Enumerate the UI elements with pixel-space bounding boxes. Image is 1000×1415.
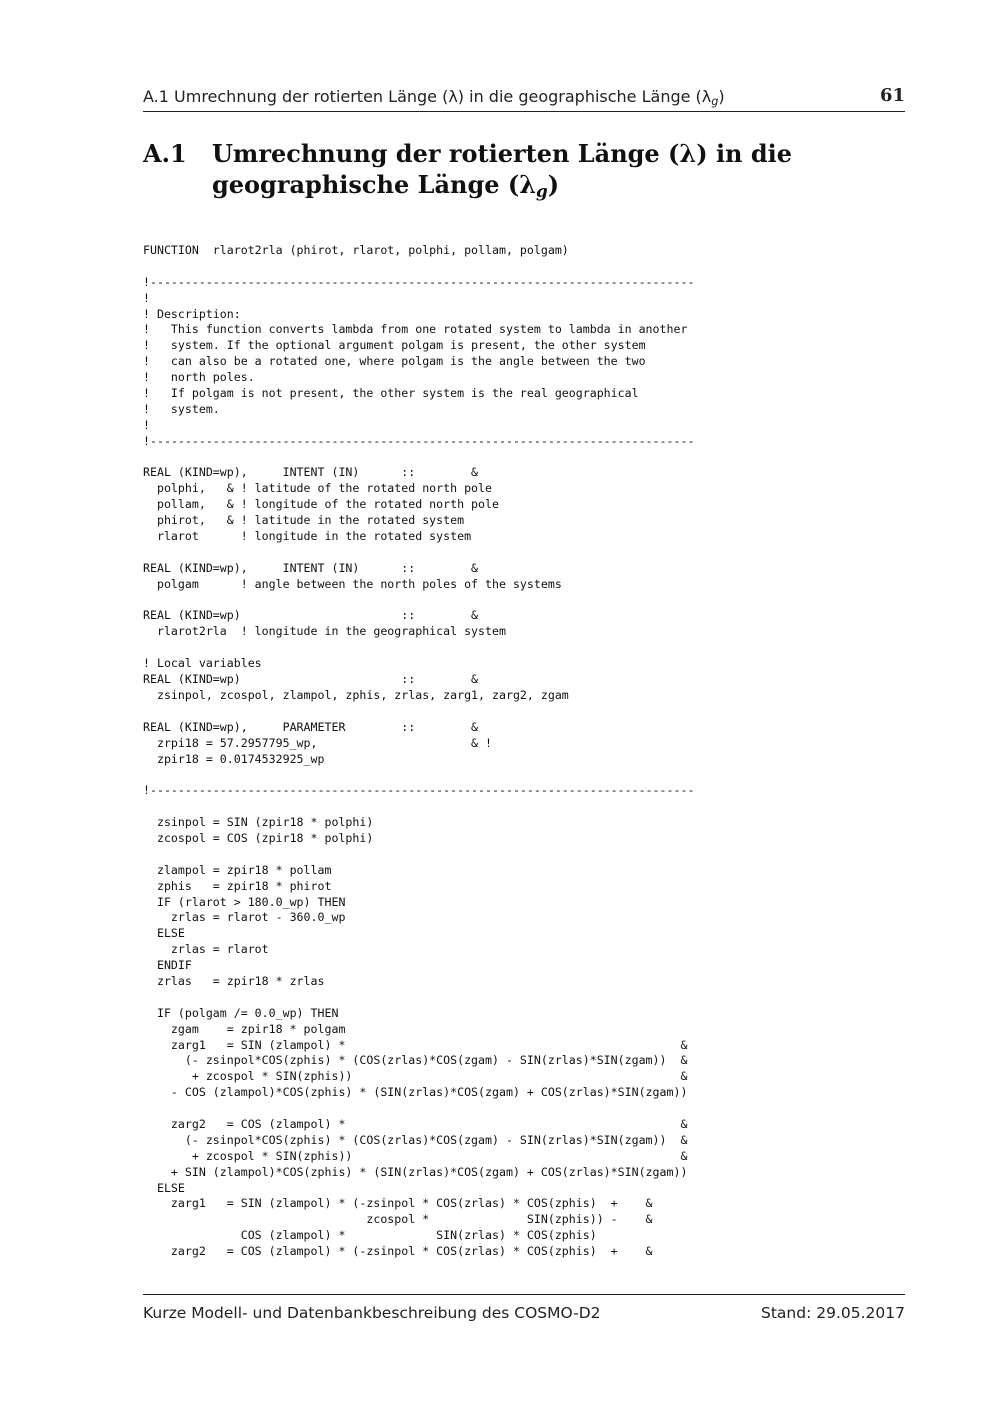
code-line: REAL (KIND=wp), INTENT (IN) :: & — [143, 465, 479, 480]
running-footer — [143, 1294, 905, 1322]
code-line: pollam, & ! longitude of the rotated north pole — [143, 497, 499, 512]
code-line: COS (zlampol) * SIN(zrlas) * COS(zphis) — [143, 1228, 597, 1243]
code-line — [143, 545, 694, 561]
code-line: ENDIF — [143, 958, 192, 973]
code-listing — [143, 243, 694, 1260]
code-line: phirot, & ! latitude in the rotated system — [143, 513, 465, 528]
footer-document-title: Kurze Modell- und Datenbankbeschreibung des COSMO-D2 — [143, 1304, 601, 1322]
code-line: zlampol = zpir18 * pollam — [143, 862, 332, 877]
code-line: + SIN (zlampol)*COS(zphis) * (SIN(zrlas)*COS(zgam) + COS(zrlas)*SIN(zgam)) — [143, 1164, 688, 1179]
code-line: FUNCTION rlarot2rla (phirot, rlarot, polphi, pollam, polgam) — [143, 243, 569, 257]
running-header — [143, 85, 905, 112]
code-line — [143, 259, 694, 275]
running-header-title — [143, 87, 725, 108]
code-line: zcospol = COS (zpir18 * polphi) — [143, 830, 374, 845]
code-line: ELSE — [143, 926, 185, 941]
code-line: ! Local variables — [143, 656, 262, 671]
code-line: zsinpol, zcospol, zlampol, zphis, zrlas, zarg1, zarg2, zgam — [143, 687, 569, 702]
code-line: !------------------------------------------------------------------------------ — [143, 274, 695, 289]
section-title-end: ) — [547, 170, 560, 199]
code-line: + zcospol * SIN(zphis)) & — [143, 1069, 688, 1084]
code-line: zcospol * SIN(zphis)) - & — [143, 1212, 653, 1227]
section-title-text: Umrechnung der rotierten Länge (λ) in die geographische Länge (λ — [212, 139, 793, 199]
running-header-subscript: g — [711, 94, 719, 108]
code-line: zarg2 = COS (zlampol) * (-zsinpol * COS(zrlas) * COS(zphis) + & — [143, 1244, 653, 1259]
section-title — [212, 138, 907, 207]
code-line: !------------------------------------------------------------------------------ — [143, 783, 695, 798]
code-line: ! — [143, 290, 150, 305]
code-line: ! This function converts lambda from one rotated system to lambda in another — [143, 322, 688, 337]
code-line — [143, 450, 694, 466]
code-line: ELSE — [143, 1180, 185, 1195]
code-line: zsinpol = SIN (zpir18 * polphi) — [143, 815, 374, 830]
code-line — [143, 847, 694, 863]
code-line: zrlas = zpir18 * zrlas — [143, 973, 325, 988]
code-line: ! system. — [143, 401, 220, 416]
code-line: - COS (zlampol)*COS(zphis) * (SIN(zrlas)*COS(zgam) + COS(zrlas)*SIN(zgam)) — [143, 1085, 688, 1100]
code-line: zarg1 = SIN (zlampol) * & — [143, 1037, 688, 1052]
code-line: ! — [143, 417, 150, 432]
code-line: ! If polgam is not present, the other system is the real geographical — [143, 386, 639, 401]
code-line: rlarot ! longitude in the rotated system — [143, 529, 472, 544]
code-line — [143, 704, 694, 720]
code-line — [143, 767, 694, 783]
code-line: ! can also be a rotated one, where polgam is the angle between the two — [143, 354, 646, 369]
code-line — [143, 1101, 694, 1117]
code-line — [143, 799, 694, 815]
code-line: ! Description: — [143, 306, 241, 321]
code-line: IF (rlarot > 180.0_wp) THEN — [143, 894, 346, 909]
code-line: REAL (KIND=wp), PARAMETER :: & — [143, 719, 479, 734]
code-line: IF (polgam /= 0.0_wp) THEN — [143, 1005, 339, 1020]
code-line: ! north poles. — [143, 370, 255, 385]
code-line: zphis = zpir18 * phirot — [143, 878, 332, 893]
code-line: REAL (KIND=wp) :: & — [143, 672, 479, 687]
code-line: polgam ! angle between the north poles of the systems — [143, 576, 562, 591]
page-number: 61 — [879, 85, 905, 106]
running-header-title-text: A.1 Umrechnung der rotierten Länge (λ) in die geographische Länge (λ — [143, 87, 712, 106]
code-line: (- zsinpol*COS(zphis) * (COS(zrlas)*COS(zgam) - SIN(zrlas)*SIN(zgam)) & — [143, 1053, 688, 1068]
code-line — [143, 640, 694, 656]
code-line: !------------------------------------------------------------------------------ — [143, 433, 695, 448]
section-title-subscript: g — [536, 181, 548, 202]
code-line: zpir18 = 0.0174532925_wp — [143, 751, 325, 766]
code-line: zrlas = rlarot — [143, 942, 269, 957]
code-line: rlarot2rla ! longitude in the geographical system — [143, 624, 506, 639]
code-line: ! system. If the optional argument polgam is present, the other system — [143, 338, 646, 353]
code-line: + zcospol * SIN(zphis)) & — [143, 1148, 688, 1163]
footer-date: Stand: 29.05.2017 — [761, 1304, 905, 1322]
code-line: zrpi18 = 57.2957795_wp, & ! — [143, 735, 493, 750]
code-line: REAL (KIND=wp), INTENT (IN) :: & — [143, 560, 479, 575]
running-header-title-end: ) — [718, 87, 725, 106]
code-line — [143, 990, 694, 1006]
code-line: zarg1 = SIN (zlampol) * (-zsinpol * COS(zrlas) * COS(zphis) + & — [143, 1196, 653, 1211]
code-line: (- zsinpol*COS(zphis) * (COS(zrlas)*COS(zgam) - SIN(zrlas)*SIN(zgam)) & — [143, 1132, 688, 1147]
section-number: A.1 — [143, 139, 187, 168]
code-line: polphi, & ! latitude of the rotated north pole — [143, 481, 493, 496]
code-line: zgam = zpir18 * polgam — [143, 1021, 346, 1036]
code-line: REAL (KIND=wp) :: & — [143, 608, 479, 623]
code-line: zarg2 = COS (zlampol) * & — [143, 1116, 688, 1131]
code-line: zrlas = rlarot - 360.0_wp — [143, 910, 346, 925]
code-line — [143, 593, 694, 609]
